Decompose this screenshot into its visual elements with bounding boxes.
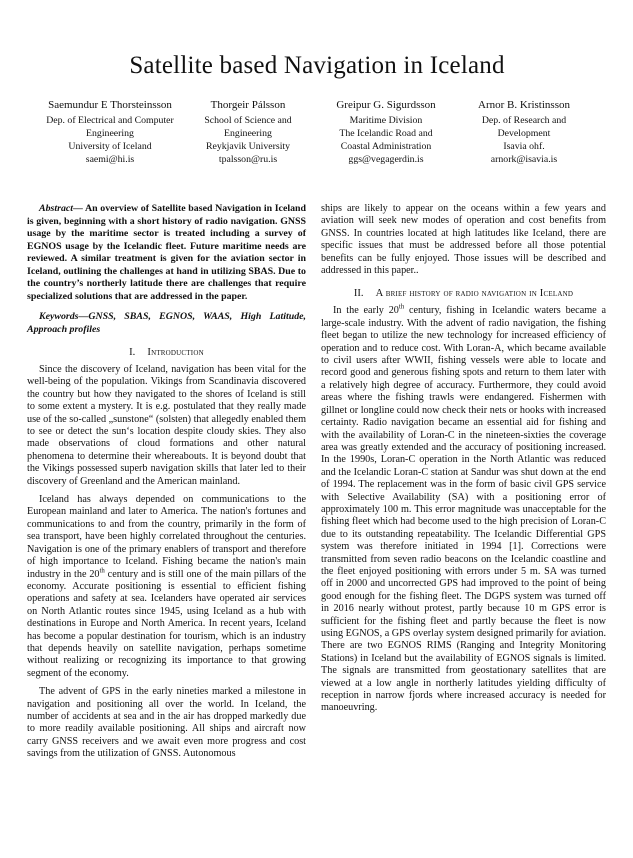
left-column xyxy=(27,203,306,761)
paragraph: Since the discovery of Iceland, navigation has been vital for the well-being of the population. Vikings from Scandinavia discovered the country but how they navigated to the shores of Iceland is still to some extent a mystery. It is e.g. postulated that they really made use of the so-called „sunstone“ (solsten) that allegedly enabled them to see or detect the sun‘s location despite cloudy skies. They also made observations of cloud formations and other natural phenomena to determine their whereabouts. It is beyond doubt that the Vikings possessed superb navigation skills that later led to their discovery of Greenland and the American mainland. xyxy=(27,364,306,487)
body-columns xyxy=(27,203,607,761)
right-column xyxy=(321,203,606,761)
author-affiliation-line: The Icelandic Road and xyxy=(339,128,433,139)
author-affiliation-line: University of Iceland xyxy=(68,141,152,152)
author-email: saemi@hi.is xyxy=(85,154,135,165)
author-affiliation-line: Reykjavik University xyxy=(205,141,291,152)
paper-title: Satellite based Navigation in Iceland xyxy=(129,52,505,79)
author-card-4 xyxy=(455,98,593,166)
author-affiliation-line: Engineering xyxy=(224,128,272,139)
author-name: Thorgeir Pálsson xyxy=(210,99,286,111)
keywords-label: Keywords— xyxy=(39,311,89,322)
author-email: ggs@vegagerdin.is xyxy=(348,154,424,165)
author-affiliation-line: School of Science and xyxy=(204,115,292,126)
author-block xyxy=(27,98,607,166)
keywords-text: GNSS, SBAS, EGNOS, WAAS, High Latitude, Approach profiles xyxy=(27,311,306,335)
author-email: arnork@isavia.is xyxy=(490,154,558,165)
paragraph-continuation: ships are likely to appear on the oceans within a few years and aviation will seek new modes of operation and cost benefits from GNSS. In countries located at high latitudes like Iceland, there are specific issues that must be addressed before all those potential benefits can be fully enjoyed. Those issues will be described and addressed in this paper.. xyxy=(321,203,606,277)
author-card-2 xyxy=(179,98,317,166)
section-title: A brief history of radio navigation in Iceland xyxy=(375,288,574,300)
author-affiliation-line: Isavia ohf. xyxy=(503,141,545,152)
author-email: tpalsson@ru.is xyxy=(218,154,278,165)
keywords xyxy=(27,311,306,336)
author-affiliation-line: Dep. of Research and xyxy=(481,115,567,126)
author-name: Saemundur E Thorsteinsson xyxy=(48,99,172,111)
abstract-text: An overview of Satellite based Navigation in Iceland is given, beginning with a short history of radio navigation. GNSS usage by the maritime sector is treated including a survey of EGNOS usage by the Icelandic fleet. Future maritime needs are reviewed. A similar treatment is given for the aviation sector in Iceland, outlining the challenges at hand in utilizing SBAS. Due to the country’s northerly latitude there are challenges that require specialized solutions that are addressed in the paper. xyxy=(27,203,306,302)
paragraph: In the early 20th century, fishing in Icelandic waters became a large-scale industry. With the advent of radio navigation, the fishing fleet began to utilize the new technology for increased efficiency of operation and to reduce cost. With Loran-A, which became available to civil users after WWII, fishing vessels were able to locate and record good and generous fishing spots and return to them later with a relatively high degree of accuracy. Furthermore, they could avoid areas where the fishing trawls were endangered. Fishermen with gillnet or longline could now check their nets or hooks with increased certainty. Radio navigation became an essential aid for fishing and with the availability of Loran-C in the nineteen-sixties the coverage area was greatly extended and the accuracy of positioning increased. In the 1990s, Loran-C operation in the North Atlantic was reduced and the Icelandic Loran-C station at Sandur was shut down at the end of 1994. The replacement was in the form of basic civil GPS service with Selective Availability (SA) with a positioning error of approximately 100 m. This error magnitude was unacceptable for the fishing fleet which had become used to the high precision of Loran-C due to its outstanding repeatability. The Icelandic Differential GPS system was therefore initiated in 1994 [1]. Corrections were transmitted from seven radio beacons on the Icelandic coastline and the fleet enjoyed positioning with errors under 5 m. SA was turned off in 2000 and uncorrected GPS had improved to the point of being good enough for the fishing fleet. The DGPS system was turned off in 2016 nearly without protest, partly because 10 m GPS error is sufficient for the fishing fleet and partly because the fleet is now using EGNOS, a GPS overlay system designed primarily for aviation. There are two EGNOS RIMS (Ranging and Integrity Monitoring Stations) in Iceland but the availability of EGNOS signals is limited. The signals are transmitted from geostationary satellites that are viewed at a low angle in northerly latitudes yielding difficulty of reception in narrow fjords where increased accuracy is needed for manoeuvring. xyxy=(321,304,606,714)
author-name: Greipur G. Sigurdsson xyxy=(336,99,436,111)
abstract xyxy=(27,203,306,303)
author-card-3 xyxy=(317,98,455,166)
author-affiliation-line: Development xyxy=(497,128,551,139)
section-heading-1 xyxy=(27,347,306,358)
author-name: Arnor B. Kristinsson xyxy=(478,99,570,111)
paragraph: Iceland has always depended on communications to the European mainland and later to America. The nation's fortunes and communications to and from the country, primarily in the form of sea transport, have been highly correlated throughout the centuries. Navigation is one of the primary enablers of transport and therefore of high importance to Iceland. Fishing became the nation's main industry in the 20th century and is still one of the main pillars of the economy. Accurate positioning is essential to efficient fishing operations and safety at sea. Icelanders have operated air services on North Atlantic routes since 1945, using Iceland as a hub with destinations in Europe and North America. In recent years, Iceland has become a popular destination for tourism, which is an industry that depends heavily on satellite navigation, perhaps sometime without realizing or recognizing its importance to that growing segment of the economy. xyxy=(27,494,307,679)
section-title: Introduction xyxy=(147,347,204,358)
abstract-label: Abstract— xyxy=(39,203,83,214)
section-number: I. xyxy=(129,347,136,358)
author-affiliation-line: Engineering xyxy=(86,128,134,139)
author-affiliation-line: Maritime Division xyxy=(349,115,423,126)
section-number: II. xyxy=(353,288,364,300)
section-heading-2 xyxy=(321,288,606,299)
author-affiliation-line: Dep. of Electrical and Computer xyxy=(46,115,174,126)
author-card-1 xyxy=(41,98,179,166)
paragraph: The advent of GPS in the early nineties marked a milestone in navigation and positioning all over the world. In Iceland, the number of accidents at sea and in the air has dropped markedly due to more readily available positioning. All ships and aircraft now carry GNSS receivers and we await even more progress and cost savings from the utilization of GNSS. Autonomous xyxy=(27,686,306,760)
author-affiliation-line: Coastal Administration xyxy=(340,141,432,152)
